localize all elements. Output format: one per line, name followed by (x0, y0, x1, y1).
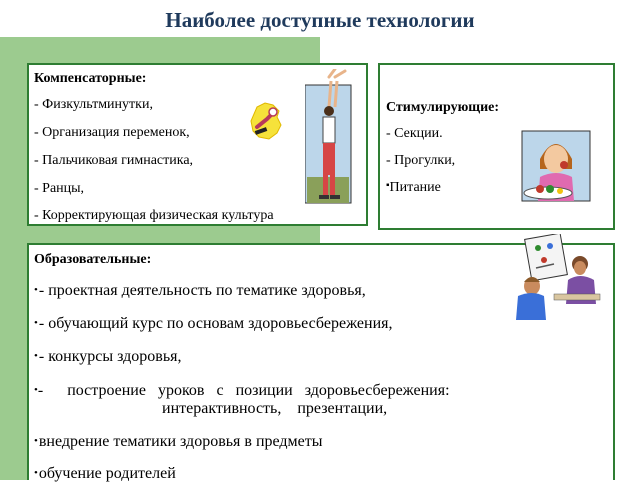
educational-item: •- обучающий курс по основам здоровьесбережения, (34, 315, 393, 332)
stimulating-item: - Прогулки, (386, 153, 456, 168)
eating-woman-clipart-icon (516, 129, 594, 205)
educational-item-text: - построение уроков с позиции здоровьесбережения: (37, 382, 450, 399)
educational-item-text: - конкурсы здоровья, (38, 348, 182, 365)
compensatory-heading: Компенсаторные: (34, 71, 147, 86)
educational-item-text: - проектная деятельность по тематике здоровья, (38, 282, 366, 299)
stretching-person-clipart-icon (305, 69, 359, 205)
stimulating-heading: Стимулирующие: (386, 100, 500, 115)
stimulating-item: ▪Питание (386, 180, 441, 195)
educational-item-text: обучение родителей (38, 465, 176, 482)
educational-item: •- проектная деятельность по тематике здоровья, (34, 282, 366, 299)
page-title: Наиболее доступные технологии (165, 8, 475, 32)
compensatory-item: - Корректирующая физическая культура (34, 208, 274, 223)
educational-item: •обучение родителей (34, 465, 176, 482)
flexed-arm-clipart-icon (247, 101, 285, 143)
compensatory-item: - Ранцы, (34, 181, 85, 196)
educational-heading: Образовательные: (34, 252, 152, 267)
educational-item-text: - обучающий курс по основам здоровьесбережения, (38, 315, 393, 332)
compensatory-item: - Организация переменок, (34, 125, 190, 140)
educational-item: •- конкурсы здоровья, (34, 348, 182, 365)
compensatory-item: - Пальчиковая гимнастика, (34, 153, 194, 168)
compensatory-item: - Физкультминутки, (34, 97, 153, 112)
educational-item-continuation: интерактивность, презентации, (162, 400, 388, 417)
stimulating-box (378, 63, 615, 230)
educational-item: •- построение уроков с позиции здоровьесбережения: (34, 382, 450, 399)
educational-item-text: внедрение тематики здоровья в предметы (38, 433, 323, 450)
teacher-student-clipart-icon (508, 234, 604, 324)
compensatory-box (27, 63, 368, 226)
stimulating-item: - Секции. (386, 126, 443, 141)
stimulating-item-text: Питание (389, 180, 441, 195)
educational-item: •внедрение тематики здоровья в предметы (34, 433, 323, 450)
